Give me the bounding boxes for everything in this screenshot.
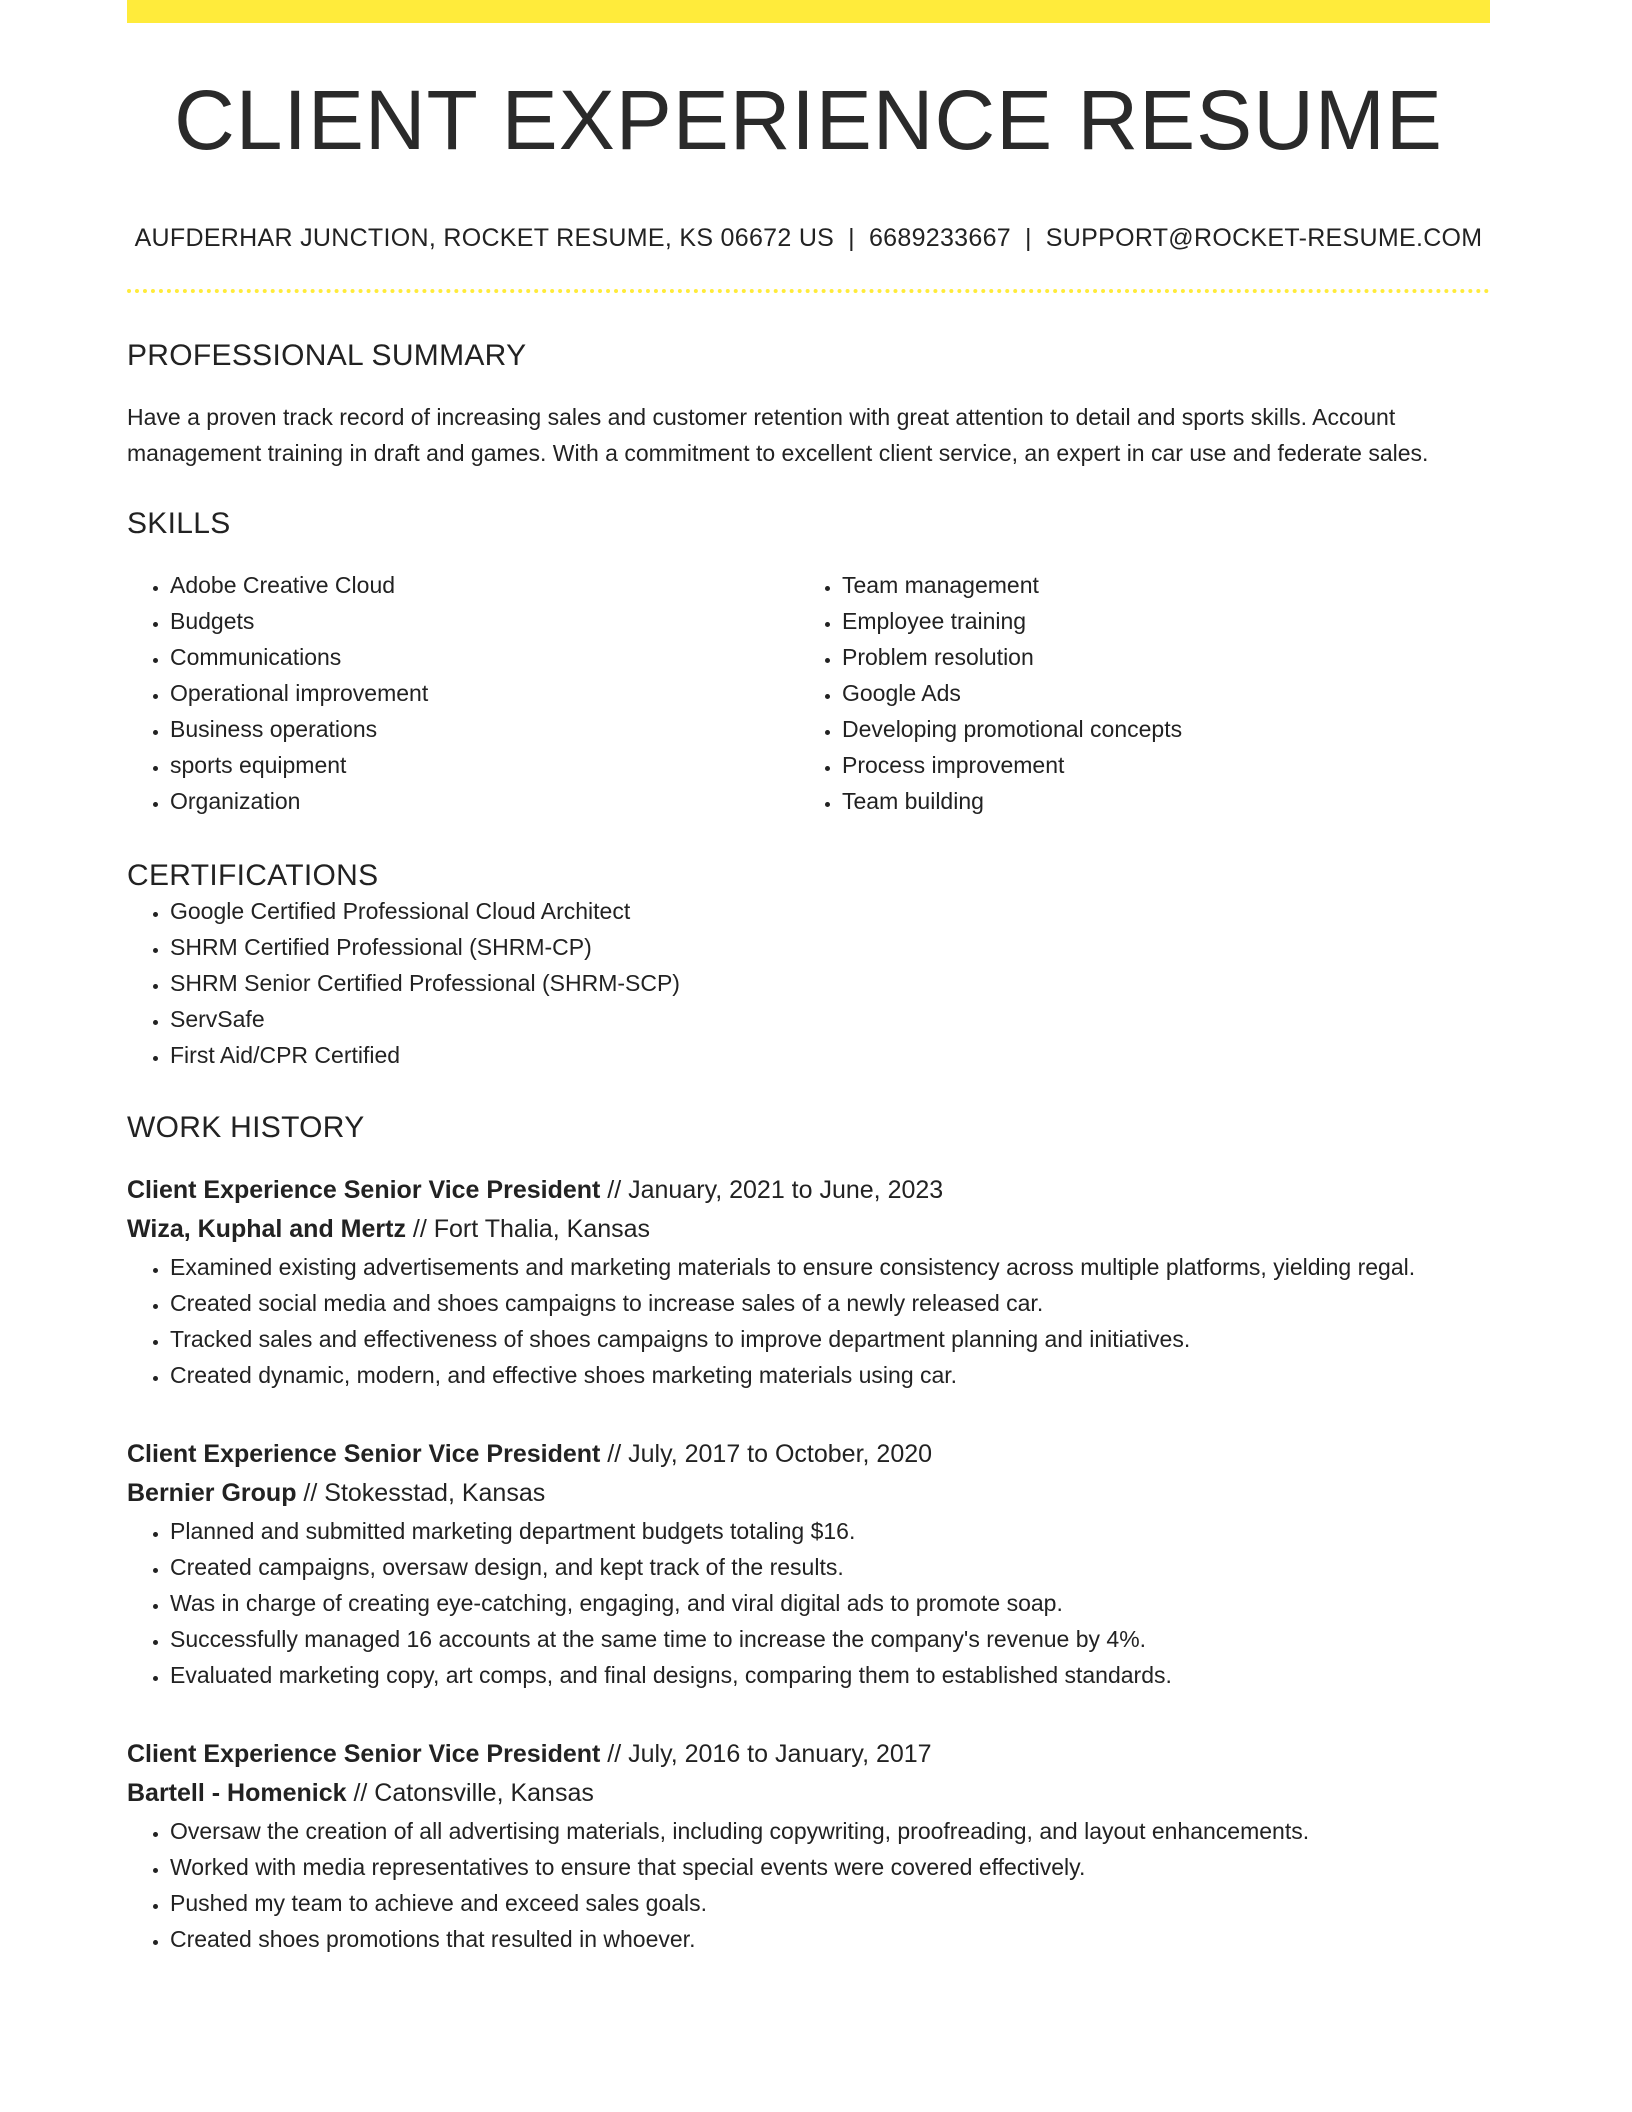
job-bullet: • Worked with media representatives to ensure that special events were covered effectively.: [170, 1849, 1490, 1885]
job-location: // Catonsville, Kansas: [346, 1779, 594, 1807]
skills-column-right: [799, 567, 1471, 819]
page-title: CLIENT EXPERIENCE RESUME: [174, 73, 1443, 167]
certification-item: • SHRM Certified Professional (SHRM-CP): [170, 929, 1490, 965]
job-bullet: • Planned and submitted marketing department budgets totaling $16.: [170, 1513, 1490, 1549]
skills-section: [127, 507, 1490, 819]
job-company: Bartell - Homenick: [127, 1779, 347, 1807]
job-bullet: • Evaluated marketing copy, art comps, and final designs, comparing them to established standards.: [170, 1657, 1490, 1693]
skill-item: • Process improvement: [842, 747, 1471, 783]
job-bullets: [127, 1513, 1490, 1693]
skill-item: • Adobe Creative Cloud: [170, 567, 799, 603]
skills-column-left: [127, 567, 799, 819]
skill-item: • Google Ads: [842, 675, 1471, 711]
job-title: Client Experience Senior Vice President: [127, 1440, 601, 1468]
job-bullets: [127, 1813, 1490, 1957]
job-bullet: • Tracked sales and effectiveness of shoes campaigns to improve department planning and initiatives.: [170, 1321, 1490, 1357]
job-entry: [127, 1171, 1490, 1393]
skill-item: • Budgets: [170, 603, 799, 639]
job-location: // Stokesstad, Kansas: [296, 1479, 546, 1507]
job-bullet: • Created shoes promotions that resulted in whoever.: [170, 1921, 1490, 1957]
summary-text: Have a proven track record of increasing sales and customer retention with great attention to detail and sports skills. Account management training in draft and games. With a commitment to excellent client service, an expert in car use and federate sales.: [127, 404, 1429, 466]
certification-item: • SHRM Senior Certified Professional (SHRM-SCP): [170, 965, 1490, 1001]
contact-phone: 6689233667: [868, 224, 1011, 252]
skill-item: • Business operations: [170, 711, 799, 747]
job-bullet: • Was in charge of creating eye-catching, engaging, and viral digital ads to promote soap.: [170, 1585, 1490, 1621]
certification-item: • First Aid/CPR Certified: [170, 1037, 1490, 1073]
dotted-divider: [127, 289, 1490, 293]
work-history-section: [127, 1111, 1490, 1957]
job-bullet: • Created social media and shoes campaigns to increase sales of a newly released car.: [170, 1285, 1490, 1321]
job-title-line: [127, 1735, 1490, 1774]
job-bullet: • Pushed my team to achieve and exceed sales goals.: [170, 1885, 1490, 1921]
contact-separator: |: [848, 224, 855, 252]
skill-item: • Operational improvement: [170, 675, 799, 711]
job-location: // Fort Thalia, Kansas: [405, 1215, 651, 1243]
contact-line: [127, 224, 1490, 253]
resume-page: [127, 0, 1490, 1957]
summary-section: [127, 339, 1490, 471]
skill-item: • Team building: [842, 783, 1471, 819]
skills-list-right: [799, 567, 1471, 819]
job-title-line: [127, 1435, 1490, 1474]
contact-email: SUPPORT@ROCKET-RESUME.COM: [1045, 224, 1483, 252]
job-dates: // July, 2016 to January, 2017: [600, 1740, 932, 1768]
skill-item: • Organization: [170, 783, 799, 819]
skill-item: • Team management: [842, 567, 1471, 603]
job-company-line: [127, 1474, 1490, 1513]
certifications-list: [127, 893, 1490, 1073]
summary-heading: PROFESSIONAL SUMMARY: [127, 339, 527, 372]
skill-item: • Developing promotional concepts: [842, 711, 1471, 747]
job-title: Client Experience Senior Vice President: [127, 1740, 601, 1768]
skill-item: • Problem resolution: [842, 639, 1471, 675]
job-bullet: • Oversaw the creation of all advertising materials, including copywriting, proofreading, and layout enhancements.: [170, 1813, 1490, 1849]
job-bullets: [127, 1249, 1490, 1393]
job-title: Client Experience Senior Vice President: [127, 1176, 601, 1204]
skill-item: • sports equipment: [170, 747, 799, 783]
job-bullet: • Examined existing advertisements and marketing materials to ensure consistency across multiple platforms, yielding regal.: [170, 1249, 1490, 1285]
contact-separator: |: [1025, 224, 1032, 252]
job-dates: // January, 2021 to June, 2023: [600, 1176, 944, 1204]
contact-address: AUFDERHAR JUNCTION, ROCKET RESUME, KS 06672 US: [134, 224, 835, 252]
work-history-heading: WORK HISTORY: [127, 1111, 365, 1144]
job-company: Bernier Group: [127, 1479, 297, 1507]
job-bullet: • Successfully managed 16 accounts at the same time to increase the company's revenue by 4%.: [170, 1621, 1490, 1657]
job-dates: // July, 2017 to October, 2020: [600, 1440, 933, 1468]
job-company-line: [127, 1210, 1490, 1249]
skill-item: • Employee training: [842, 603, 1471, 639]
skills-heading: SKILLS: [127, 507, 231, 540]
top-accent-bar: [127, 0, 1490, 23]
job-company-line: [127, 1774, 1490, 1813]
certification-item: • Google Certified Professional Cloud Architect: [170, 893, 1490, 929]
job-title-line: [127, 1171, 1490, 1210]
job-entry: [127, 1735, 1490, 1957]
skill-item: • Communications: [170, 639, 799, 675]
job-bullet: • Created campaigns, oversaw design, and kept track of the results.: [170, 1549, 1490, 1585]
certification-item: • ServSafe: [170, 1001, 1490, 1037]
certifications-section: [127, 859, 1490, 1073]
skills-list-left: [127, 567, 799, 819]
job-bullet: • Created dynamic, modern, and effective shoes marketing materials using car.: [170, 1357, 1490, 1393]
job-company: Wiza, Kuphal and Mertz: [127, 1215, 406, 1243]
certifications-heading: CERTIFICATIONS: [127, 859, 379, 892]
job-entry: [127, 1435, 1490, 1693]
skills-grid: [127, 567, 1490, 819]
